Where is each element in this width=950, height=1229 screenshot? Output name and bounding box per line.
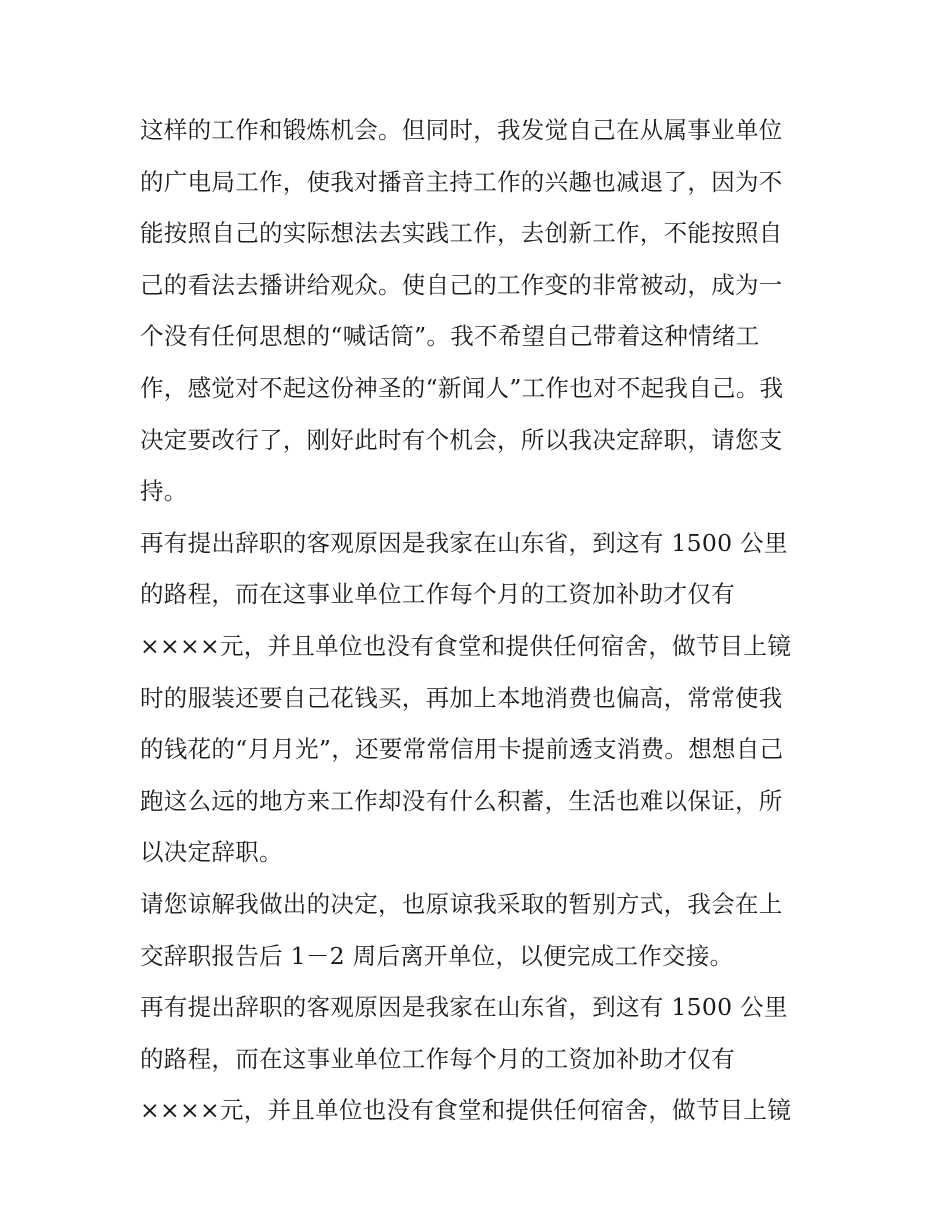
- text-line: 时的服装还要自己花钱买，再加上本地消费也偏高，常常使我: [140, 683, 783, 712]
- text-line: ××××元，并且单位也没有食堂和提供任何宿舍，做节目上镜: [140, 1096, 792, 1125]
- body-text: [140, 105, 816, 1137]
- text-line: 决定要改行了，刚好此时有个机会，所以我决定辞职，请您支: [140, 425, 783, 454]
- text-line: 的路程，而在这事业单位工作每个月的工资加补助才仅有: [140, 580, 735, 609]
- text-line: 这样的工作和锻炼机会。但同时，我发觉自己在从属事业单位: [140, 116, 783, 144]
- text-line: 再有提出辞职的客观原因是我家在山东省，到这有 1500 公里: [140, 993, 788, 1022]
- text-line: 交辞职报告后 1－2 周后离开单位，以便完成工作交接。: [140, 941, 734, 970]
- text-line: 己的看法去播讲给观众。使自己的工作变的非常被动，成为一: [140, 270, 783, 299]
- text-line: 持。: [140, 477, 188, 506]
- text-line: 的广电局工作，使我对播音主持工作的兴趣也减退了，因为不: [140, 167, 783, 196]
- text-line: 再有提出辞职的客观原因是我家在山东省，到这有 1500 公里: [140, 528, 788, 557]
- text-line: 请您谅解我做出的决定，也原谅我采取的暂别方式，我会在上: [140, 889, 783, 918]
- text-line: ××××元，并且单位也没有食堂和提供任何宿舍，做节目上镜: [140, 631, 792, 660]
- text-line: 作，感觉对不起这份神圣的“新闻人”工作也对不起我自己。我: [140, 373, 784, 402]
- text-line: 个没有任何思想的“喊话筒”。我不希望自己带着这种情绪工: [140, 322, 760, 351]
- text-line: 的路程，而在这事业单位工作每个月的工资加补助才仅有: [140, 1044, 735, 1073]
- text-line: 跑这么远的地方来工作却没有什么积蓄，生活也难以保证，所: [140, 786, 783, 815]
- text-line: 以决定辞职。: [140, 838, 283, 867]
- text-line: 能按照自己的实际想法去实践工作，去创新工作，不能按照自: [140, 219, 783, 248]
- text-line: 的钱花的“月月光”，还要常常信用卡提前透支消费。想想自己: [140, 735, 784, 764]
